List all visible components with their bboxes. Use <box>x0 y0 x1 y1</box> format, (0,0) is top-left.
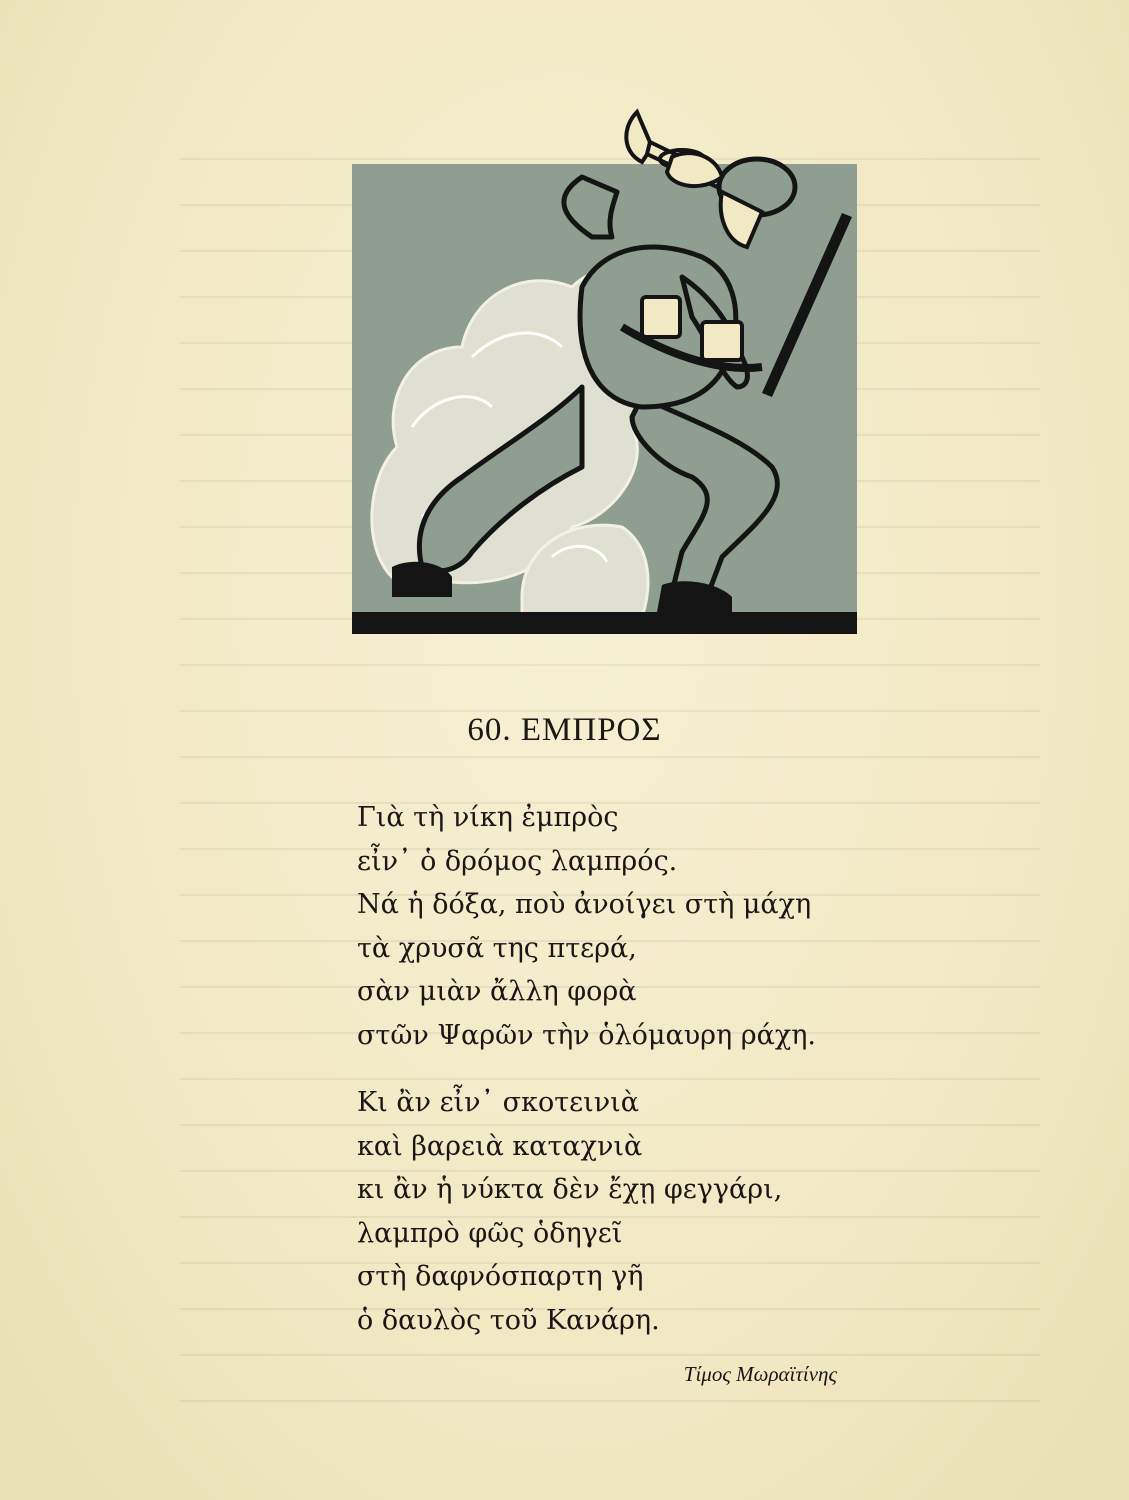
verse-line: Κι ἂν εἶν᾽ σκοτεινιὰ <box>357 1087 639 1118</box>
soldier-bugler-icon <box>352 97 862 642</box>
verse-line: στὴ δαφνόσπαρτη γῆ <box>357 1261 644 1292</box>
verse-line: λαμπρὸ φῶς ὁδηγεῖ <box>357 1217 623 1249</box>
verse-line: Γιὰ τὴ νίκη ἐμπρὸς <box>357 802 619 833</box>
poem-author: Τίμος Μωραϊτίνης <box>683 1362 837 1386</box>
ground-bar <box>352 612 857 634</box>
poem-title: 60. ΕΜΠΡΟΣ <box>467 712 662 748</box>
verse-line: κι ἂν ἡ νύκτα δὲν ἔχῃ φεγγάρι, <box>357 1174 783 1205</box>
verse-line: στῶν Ψαρῶν τὴν ὁλόμαυρη ράχη. <box>357 1019 816 1051</box>
verse-line: σὰν μιὰν ἄλλη φορὰ <box>357 976 637 1007</box>
stanza-2 <box>357 1081 782 1342</box>
verse-line: καὶ βαρειὰ καταχνιὰ <box>357 1130 643 1162</box>
verse-line: εἶν᾽ ὁ δρόμος λαμπρός. <box>357 845 678 877</box>
stanza-1 <box>357 796 816 1057</box>
verse-line: ὁ δαυλὸς τοῦ Κανάρη. <box>357 1304 660 1336</box>
verse-line: τὰ χρυσᾶ της πτερά, <box>357 932 637 964</box>
verse-line: Νά ἡ δόξα, ποὺ ἀνοίγει στὴ μάχη <box>357 889 812 920</box>
